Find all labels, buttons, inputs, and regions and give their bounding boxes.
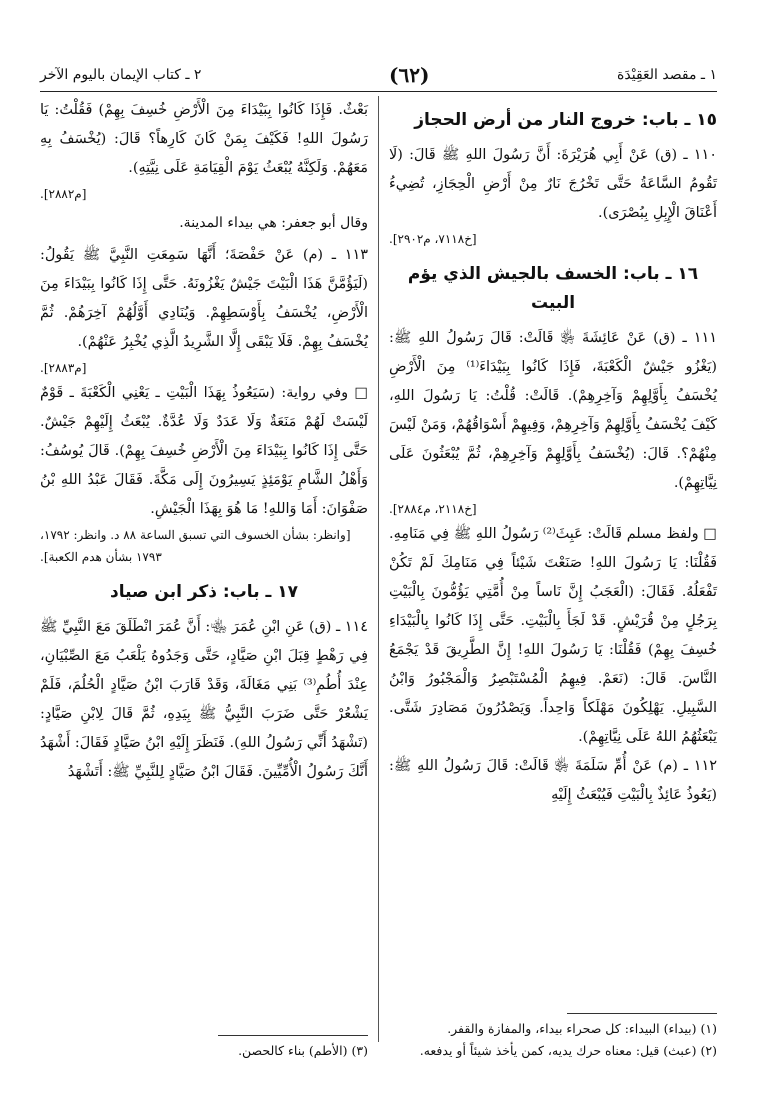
- page-number: (٦٢): [389, 63, 430, 87]
- hadith-110-reference: [خ٧١١٨، م٢٩٠٢].: [389, 232, 477, 246]
- right-footnotes: [389, 995, 717, 1062]
- hadith-113: ١١٣ ـ (م) عَنْ حَفْصَةَ؛ أَنَّهَا سَمِعَتِ النَّبِيَّ ﷺ يَقُولُ: (لَيَؤُمَّنَّ هَذَا الْبَيْتَ جَيْشٌ يَغْزُونَهُ. حَتَّى إِذَا كَانُوا بِبَيْدَاءَ مِنَ الْأَرْضِ، يُخْسَفُ بِأَوْسَطِهِمْ. وَيُنَادِي أَوَّلُهُمْ آخِرَهُمْ. ثُمَّ يُخْسَفُ بِهِمْ. فَلَا يَبْقَى إِلَّا الشَّرِيدُ الَّذِي يُخْبِرُ عَنْهُمْ).: [40, 247, 368, 350]
- see-also-reference: [وانظر: بشأن الخسوف التي تسبق الساعة ٨٨ د. وانظر: ١٧٩٢، ١٧٩٣ بشأن هدم الكعبة].: [40, 528, 351, 564]
- book-title: ٢ ـ كتاب الإيمان باليوم الآخر: [40, 67, 202, 83]
- riwaya-variant: □ وفي رواية: (سَيَعُوذُ بِهَذَا الْبَيْتِ ـ يَعْنِي الْكَعْبَةَ ـ قَوْمٌ لَيْسَتْ لَهُمْ مَنَعَةٌ وَلَا عَدَدٌ وَلَا عُدَّةٌ. يُبْعَثُ إِلَيْهِمْ جَيْشٌ. حَتَّى إِذَا كَانُوا بِبَيْدَاءَ مِنَ الْأَرْضِ خُسِفَ بِهِمْ). قَالَ يُوسُفُ: وَأَهْلُ الشَّامِ يَوْمَئِذٍ يَسِيرُونَ إِلَى مَكَّةَ. فَقَالَ عَبْدُ اللهِ بْنُ صَفْوَانَ: أَمَا وَاللهِ! مَا هُوَ بِهَذَا الْجَيْشِ.: [40, 385, 368, 517]
- hadith-111-reference: [خ٢١١٨، م٢٨٨٤].: [389, 502, 477, 516]
- left-footnotes: [40, 1017, 368, 1062]
- footnote-rule: [567, 1013, 717, 1014]
- footnote-rule-left: [218, 1035, 368, 1036]
- right-column: [389, 96, 717, 810]
- footnote-2: (٢) (عبث) قيل: معناه حرك يديه، كمن يأخذ شيئاً أو يدفعه.: [419, 1043, 717, 1058]
- hadith-113-reference: [م٢٨٨٣].: [40, 361, 87, 375]
- hadith-112-continuation: بَعْثٌ. فَإِذَا كَانُوا بِبَيْدَاءَ مِنَ الْأَرْضِ خُسِفَ بِهِمْ) فَقُلْتُ: يَا رَسُولَ اللهِ! فَكَيْفَ بِمَنْ كَانَ كَارِهاً؟ قَالَ: (يُخْسَفُ بِهِ مَعَهُمْ. وَلَكِنَّهُ يُبْعَثُ يَوْمَ الْقِيَامَةِ عَلَى نِيَّتِهِ).: [40, 102, 368, 176]
- left-column: [40, 96, 368, 787]
- section-title: ١ ـ مقصد العَقِيْدَة: [617, 67, 717, 83]
- footnote-3: (٣) (الأطم) بناء كالحصن.: [238, 1043, 368, 1058]
- chapter-heading-17: ١٧ ـ باب: ذكر ابن صياد: [110, 582, 298, 602]
- chapter-heading-16: ١٦ ـ باب: الخسف بالجيش الذي يؤم البيت: [407, 264, 699, 313]
- hadith-110: ١١٠ ـ (ق) عَنْ أَبِي هُرَيْرَةَ: أَنَّ رَسُولَ اللهِ ﷺ قَالَ: (لَا تَقُومُ السَّاعَةُ حَتَّى تَخْرُجَ نَارٌ مِنْ أَرْضِ الْحِجَازِ، تُضِيءُ أَعْنَاقَ الْإِبِلِ بِبُصْرَى).: [389, 147, 717, 221]
- running-header: [40, 60, 717, 90]
- hadith-112: ١١٢ ـ (م) عَنْ أُمِّ سَلَمَةَ ﵂ قَالَتْ: قَالَ رَسُولُ اللهِ ﷺ: (يَعُوذُ عَائِذٌ بِالْبَيْتِ فَيُبْعَثُ إِلَيْهِ: [389, 758, 717, 803]
- abu-jafar-note: وقال أبو جعفر: هي بيداء المدينة.: [179, 215, 368, 231]
- header-rule: [40, 91, 717, 92]
- chapter-heading-15: ١٥ ـ باب: خروج النار من أرض الحجاز: [414, 110, 717, 130]
- column-divider: [378, 96, 379, 1042]
- muslim-wording: □ ولفظ مسلم قَالَتْ: عَبِثَ⁽²⁾ رَسُولُ اللهِ ﷺ فِي مَنَامِهِ. فَقُلْنَا: يَا رَسُولَ اللهِ! صَنَعْتَ شَيْئاً فِي مَنَامِكَ لَمْ تَكُنْ تَفْعَلُهُ. فَقَالَ: (الْعَجَبُ إِنَّ نَاساً مِنْ أُمَّتِي يَؤُمُّونَ بِالْبَيْتِ بِرَجُلٍ مِنْ قُرَيْشٍ. قَدْ لَجَأَ بِالْبَيْتِ. حَتَّى إِذَا كَانُوا بِالْبَيْدَاءِ خُسِفَ بِهِمْ) فَقُلْنَا: يَا رَسُولَ اللهِ! إِنَّ الطَّرِيقَ قَدْ يَجْمَعُ النَّاسَ. قَالَ: (نَعَمْ. فِيهِمُ الْمُسْتَبْصِرُ وَالْمَجْبُورُ وَابْنُ السَّبِيلِ. يَهْلِكُونَ مَهْلَكاً وَاحِداً. وَيَصْدُرُونَ مَصَادِرَ شَتَّى. يَبْعَثُهُمُ اللهُ عَلَى نِيَّاتِهِمْ).: [389, 526, 718, 745]
- footnote-1: (١) (بيداء) البيداء: كل صحراء بيداء، والمفازة والقفر.: [447, 1021, 717, 1036]
- hadith-112-reference: [م٢٨٨٢].: [40, 187, 87, 201]
- hadith-114: ١١٤ ـ (ق) عَنِ ابْنِ عُمَرَ ﵄: أَنَّ عُمَرَ انْطَلَقَ مَعَ النَّبِيِّ ﷺ فِي رَهْطٍ قِبَلَ ابْنِ صَيَّادٍ، حَتَّى وَجَدُوهُ يَلْعَبُ مَعَ الصِّبْيَانِ، عِنْدَ أُطُمِ⁽³⁾ بَنِي مَغَالَةَ، وَقَدْ قَارَبَ ابْنُ صَيَّادٍ الْحُلُمَ، فَلَمْ يَشْعُرْ حَتَّى ضَرَبَ النَّبِيُّ ﷺ بِيَدِهِ، ثُمَّ قَالَ لِابْنِ صَيَّادٍ: (تَشْهَدُ أَنِّي رَسُولُ اللهِ). فَنَظَرَ إِلَيْهِ ابْنُ صَيَّادٍ فَقَالَ: أَشْهَدُ أَنَّكَ رَسُولُ الْأُمِّيِّينَ. فَقَالَ ابْنُ صَيَّادٍ لِلنَّبِيِّ ﷺ: أَتَشْهَدُ: [40, 619, 368, 780]
- hadith-111: ١١١ ـ (ق) عَنْ عَائِشَةَ ﵂ قَالَتْ: قَالَ رَسُولُ اللهِ ﷺ: (يَغْزُو جَيْشٌ الْكَعْبَةَ، فَإِذَا كَانُوا بِبَيْدَاءَ⁽¹⁾ مِنَ الْأَرْضِ يُخْسَفُ بِأَوَّلِهِمْ وَآخِرِهِمْ). قَالَتْ: قُلْتُ: يَا رَسُولَ اللهِ، كَيْفَ يُخْسَفُ بِأَوَّلِهِمْ وَآخِرِهِمْ، وَفِيهِمْ أَسْوَاقُهُمْ، وَمَنْ لَيْسَ مِنْهُمْ؟. قَالَ: (يُخْسَفُ بِأَوَّلِهِمْ وَآخِرِهِمْ، ثُمَّ يُبْعَثُونَ عَلَى نِيَّاتِهِمْ).: [389, 330, 717, 491]
